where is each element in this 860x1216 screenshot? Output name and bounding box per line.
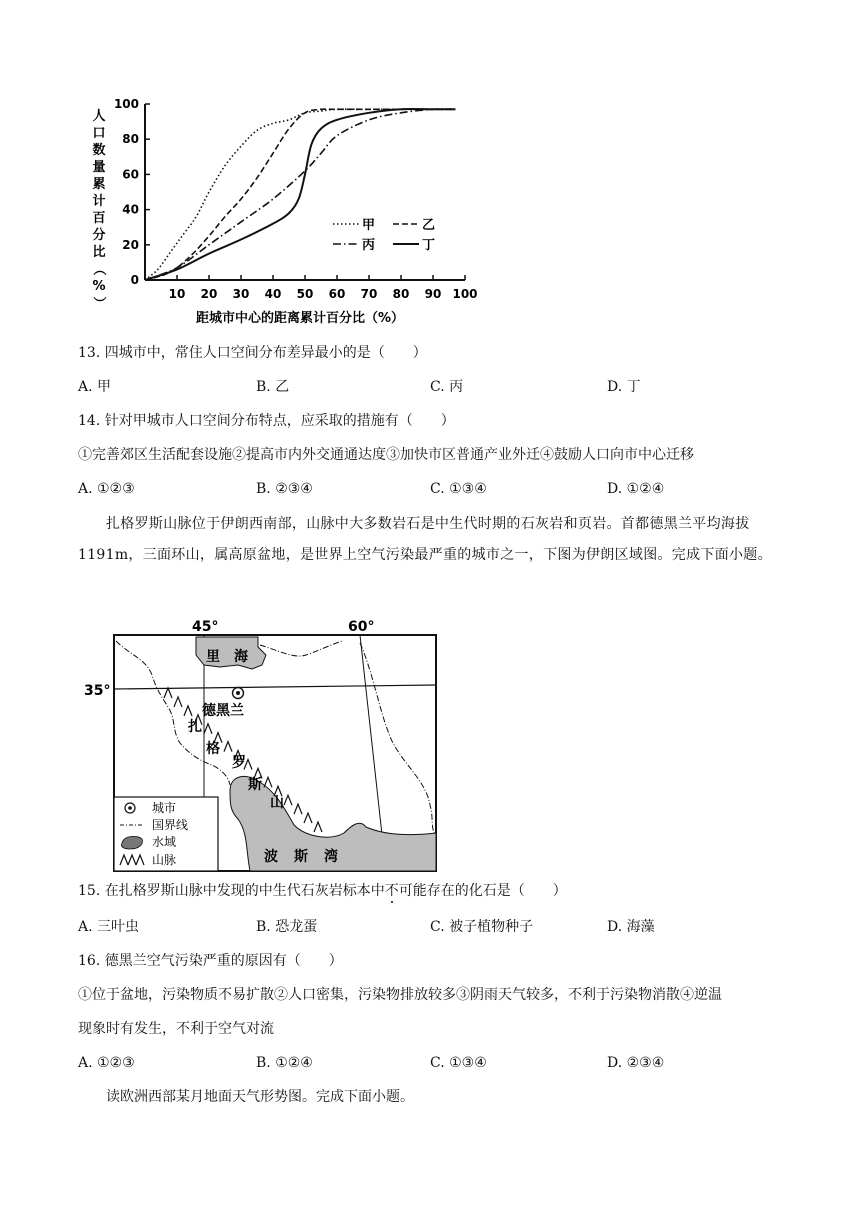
legend-city-label: 城市 [152, 801, 177, 815]
q13-option-c[interactable]: C. 丙 [430, 379, 464, 395]
caspian-label-1: 里 [206, 649, 220, 665]
x-tick-label: 30 [232, 287, 250, 301]
q15-option-d[interactable]: D. 海藻 [607, 919, 655, 935]
y-axis-label-char: ） [91, 296, 106, 310]
y-axis-label-char: 人 [92, 109, 106, 124]
q14-option-b[interactable]: B. ②③④ [256, 481, 313, 497]
q15-stem-post: 可能存在的化石是（ ） [398, 883, 567, 899]
gulf-label-3: 湾 [324, 849, 338, 865]
next-intro: 读欧洲西部某月地面天气形势图。完成下面小题。 [106, 1089, 414, 1105]
iran-region-map [80, 615, 450, 875]
population-distance-chart [85, 90, 485, 330]
y-axis-label-char: 量 [92, 160, 106, 175]
x-tick-label: 60 [328, 287, 346, 301]
q16-stem: 16. 德黑兰空气污染严重的原因有（ ） [78, 953, 343, 969]
y-tick-label: 20 [122, 237, 139, 252]
q13-stem: 13. 四城市中，常住人口空间分布差异最小的是（ ） [78, 345, 427, 361]
x-tick-label: 80 [392, 287, 410, 301]
x-tick-label: 50 [296, 287, 314, 301]
legend-mountain-label: 山脉 [152, 853, 177, 867]
q15-stem [78, 881, 567, 901]
zagros-label-4: 斯 [248, 777, 262, 793]
y-axis-label-char: 计 [92, 194, 106, 209]
y-tick-label: 0 [130, 273, 139, 287]
q15-stem-pre: 15. 在扎格罗斯山脉中发现的中生代石灰岩标本中 [78, 883, 385, 899]
q15-stem-emphasis: 不 [384, 883, 399, 899]
q15-option-b[interactable]: B. 恐龙蛋 [256, 919, 318, 935]
x-tick-label: 100 [452, 287, 478, 301]
q15-option-a[interactable]: A. 三叶虫 [78, 919, 140, 935]
q14-stem: 14. 针对甲城市人口空间分布特点，应采取的措施有（ ） [78, 413, 455, 429]
y-axis-label-char: 累 [92, 177, 106, 192]
y-tick-label: 40 [122, 202, 139, 217]
lat-35-label: 35° [84, 683, 111, 699]
zagros-label-2: 格 [206, 741, 220, 757]
caspian-label-2: 海 [234, 649, 248, 665]
tehran-city-marker-inner [236, 691, 240, 695]
x-axis-label: 距城市中心的距离累计百分比（%） [195, 311, 405, 326]
y-axis-label-char: 比 [92, 245, 106, 260]
legend-water-label: 水域 [152, 835, 177, 849]
legend-label-丙: 丙 [362, 238, 376, 253]
q14-option-c[interactable]: C. ①③④ [430, 481, 487, 497]
zagros-label-5: 山 [270, 795, 284, 811]
legend-label-甲: 甲 [362, 218, 376, 233]
q16-items-line2: 现象时有发生，不利于空气对流 [78, 1021, 274, 1037]
y-axis-label [91, 109, 107, 310]
x-ticks [169, 275, 478, 301]
x-tick-label: 90 [424, 287, 442, 301]
tehran-label: 德黑兰 [202, 703, 244, 719]
legend-border-label: 国界线 [152, 818, 189, 832]
legend-label-乙: 乙 [422, 218, 436, 233]
x-tick-label: 70 [360, 287, 378, 301]
q16-option-a[interactable]: A. ①②③ [78, 1055, 135, 1071]
y-axis-label-char: 百 [92, 211, 106, 226]
zagros-label-1: 扎 [188, 719, 202, 735]
y-axis-label-char: % [92, 279, 106, 294]
y-axis-label-char: 分 [92, 228, 106, 243]
lon-60-label: 60° [348, 619, 375, 635]
q16-option-b[interactable]: B. ①②④ [256, 1055, 313, 1071]
q13-option-a[interactable]: A. 甲 [78, 379, 112, 395]
x-tick-label: 10 [168, 287, 186, 301]
q14-items: ①完善郊区生活配套设施②提高市内外交通通达度③加快市区普通产业外迁④鼓励人口向市中心迁移 [78, 447, 694, 463]
q14-option-a[interactable]: A. ①②③ [78, 481, 135, 497]
chart-legend [333, 218, 435, 253]
gulf-label-2: 斯 [294, 849, 308, 865]
legend-label-丁: 丁 [422, 238, 436, 253]
gulf-label-1: 波 [264, 849, 278, 865]
zagros-label-3: 罗 [232, 755, 246, 771]
y-axis-label-char: 数 [92, 143, 106, 158]
q14-option-d[interactable]: D. ①②④ [607, 481, 665, 497]
q16-option-d[interactable]: D. ②③④ [607, 1055, 665, 1071]
x-tick-label: 40 [264, 287, 282, 301]
y-axis-label-char: 口 [92, 126, 106, 141]
y-tick-label: 80 [122, 132, 139, 147]
x-tick-label: 20 [200, 287, 218, 301]
map-intro-paragraph: 扎格罗斯山脉位于伊朗西南部，山脉中大多数岩石是中生代时期的石灰岩和页岩。首都德黑兰平均海拔 1191m，三面环山，属高原盆地，是世界上空气污染最严重的城市之一，下图为伊朗区域图。完成下面小题。 [78, 516, 772, 563]
y-tick-label: 60 [122, 167, 139, 182]
y-tick-label: 100 [113, 97, 139, 111]
y-axis-label-char: （ [91, 262, 106, 276]
q13-option-d[interactable]: D. 丁 [607, 379, 641, 395]
q16-items-line1: ①位于盆地，污染物质不易扩散②人口密集，污染物排放较多③阴雨天气较多，不利于污染物消散④逆温 [78, 987, 722, 1003]
q15-option-c[interactable]: C. 被子植物种子 [430, 919, 534, 935]
lon-45-label: 45° [192, 619, 219, 635]
q13-option-b[interactable]: B. 乙 [256, 379, 290, 395]
q16-option-c[interactable]: C. ①③④ [430, 1055, 487, 1071]
series-lines [145, 109, 455, 280]
